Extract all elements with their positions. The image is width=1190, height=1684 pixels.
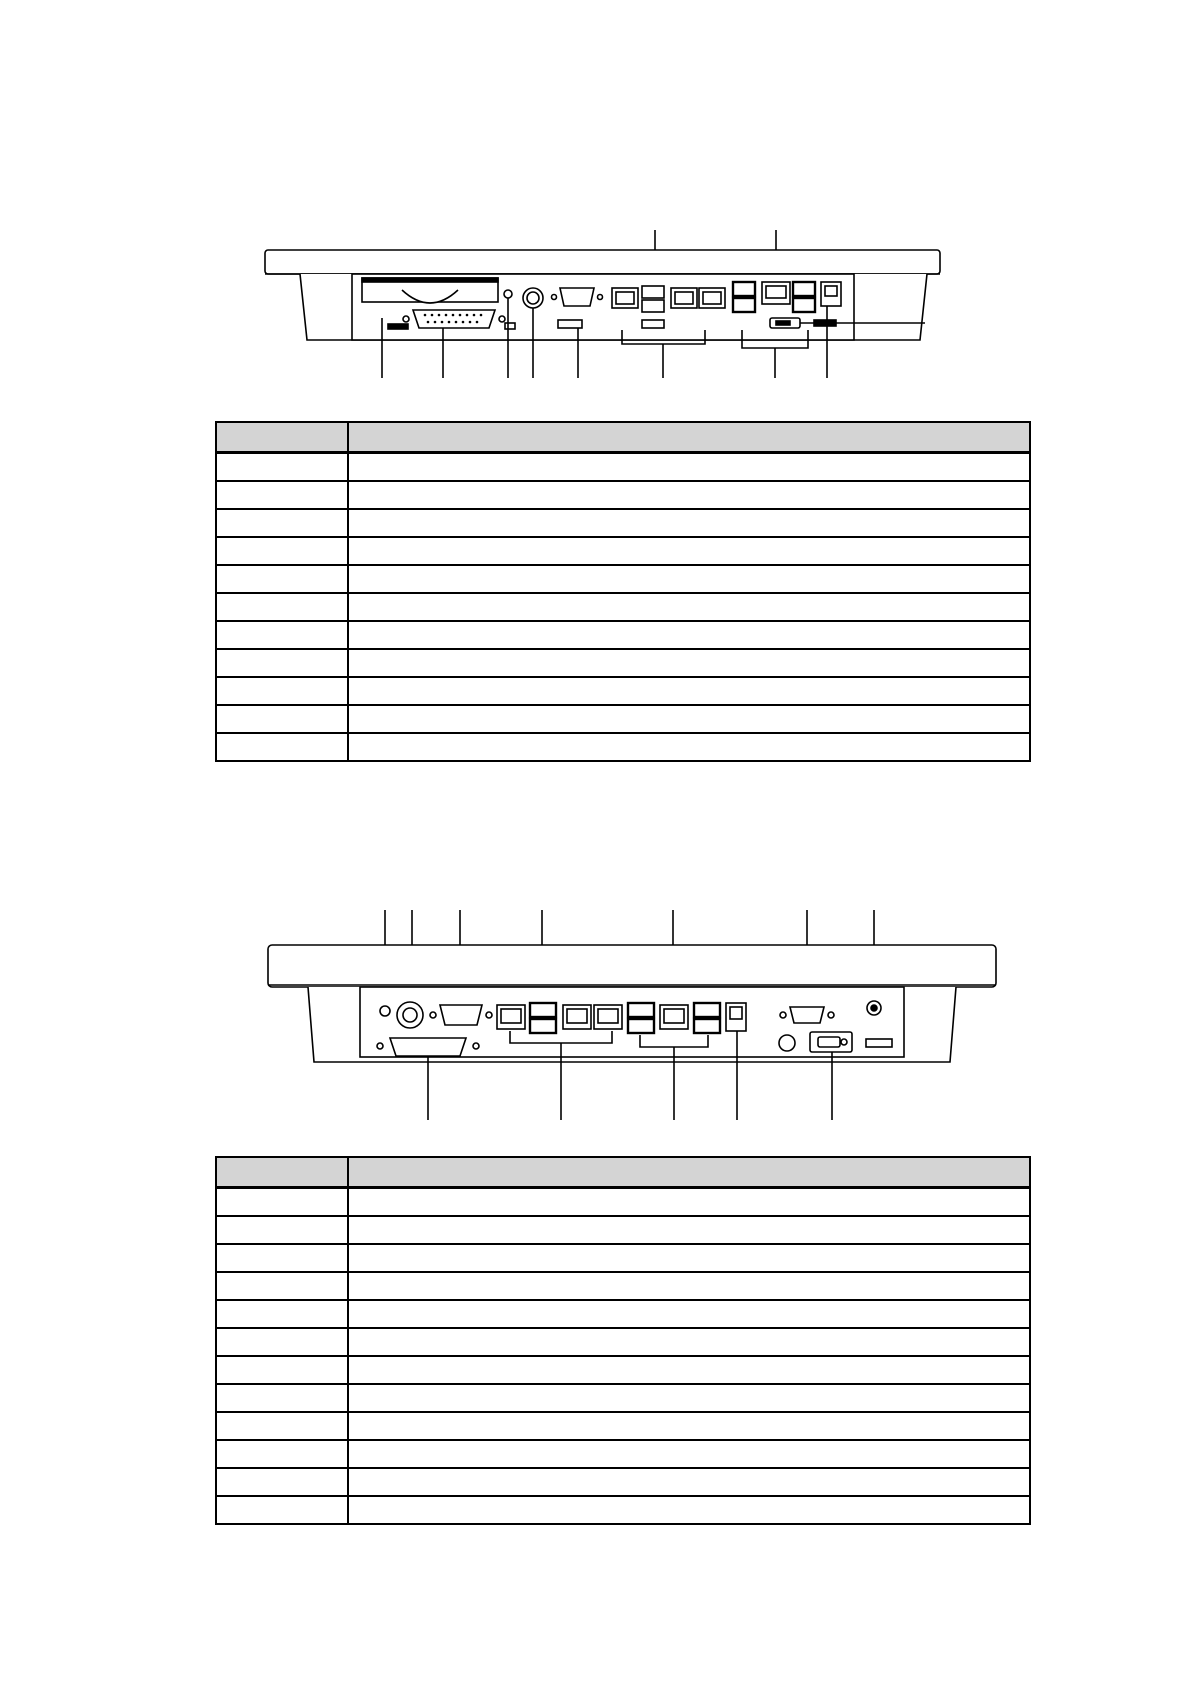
table-cell xyxy=(216,1412,348,1440)
table-row xyxy=(216,1468,1030,1496)
table-cell xyxy=(348,509,1030,537)
table-cell xyxy=(216,1468,348,1496)
table-cell xyxy=(348,733,1030,761)
io-panel-figure-1 xyxy=(0,220,1190,390)
table-cell xyxy=(348,1496,1030,1524)
serial-port xyxy=(790,1007,824,1023)
small-label xyxy=(388,324,408,329)
table-header-cell xyxy=(216,422,348,453)
table-row xyxy=(216,677,1030,705)
table-cell xyxy=(348,677,1030,705)
table-row xyxy=(216,453,1030,482)
table-row xyxy=(216,481,1030,509)
table-cell xyxy=(348,453,1030,482)
table-header-row xyxy=(216,422,1030,453)
table-row xyxy=(216,565,1030,593)
table-cell xyxy=(216,537,348,565)
port-table-2 xyxy=(215,1156,1031,1525)
table-cell xyxy=(216,1440,348,1468)
table-cell xyxy=(216,1328,348,1356)
table-cell xyxy=(348,1468,1030,1496)
table-cell xyxy=(348,705,1030,733)
table-cell xyxy=(348,649,1030,677)
table-row xyxy=(216,1216,1030,1244)
table-row xyxy=(216,593,1030,621)
table-cell xyxy=(348,1356,1030,1384)
table-cell xyxy=(348,481,1030,509)
table-cell xyxy=(348,1188,1030,1217)
table-cell xyxy=(216,1188,348,1217)
table-cell xyxy=(216,1356,348,1384)
table-row xyxy=(216,1356,1030,1384)
table-cell xyxy=(348,1328,1030,1356)
table-cell xyxy=(216,705,348,733)
table-header-cell xyxy=(348,1157,1030,1188)
table-cell xyxy=(216,453,348,482)
table-row xyxy=(216,649,1030,677)
table-cell xyxy=(216,593,348,621)
table-cell xyxy=(348,593,1030,621)
table-cell xyxy=(216,565,348,593)
table-cell xyxy=(216,649,348,677)
table-row xyxy=(216,1496,1030,1524)
table-row xyxy=(216,537,1030,565)
table-row xyxy=(216,1440,1030,1468)
table-row xyxy=(216,733,1030,761)
table-cell xyxy=(348,1412,1030,1440)
table-row xyxy=(216,1244,1030,1272)
table-row xyxy=(216,1188,1030,1217)
table-row xyxy=(216,621,1030,649)
table-cell xyxy=(348,537,1030,565)
table-row xyxy=(216,1328,1030,1356)
table-cell xyxy=(216,509,348,537)
table-cell xyxy=(348,1216,1030,1244)
table-cell xyxy=(348,1300,1030,1328)
parallel-port xyxy=(390,1038,466,1056)
table-cell xyxy=(216,1216,348,1244)
table-cell xyxy=(348,1244,1030,1272)
din-port xyxy=(397,1002,423,1028)
table-cell xyxy=(216,481,348,509)
table-row xyxy=(216,1272,1030,1300)
port-table-1 xyxy=(215,421,1031,762)
table-cell xyxy=(216,1300,348,1328)
vga-port xyxy=(560,288,594,306)
table-cell xyxy=(216,733,348,761)
table-cell xyxy=(216,1496,348,1524)
table-header-cell xyxy=(348,422,1030,453)
panel-frame xyxy=(265,250,940,274)
table-cell xyxy=(216,1272,348,1300)
panel-frame xyxy=(268,945,996,987)
table-header-cell xyxy=(216,1157,348,1188)
table-cell xyxy=(348,1384,1030,1412)
table-header-row xyxy=(216,1157,1030,1188)
vga-port xyxy=(440,1005,482,1025)
table-cell xyxy=(216,1244,348,1272)
table-row xyxy=(216,509,1030,537)
table-cell xyxy=(216,1384,348,1412)
table-row xyxy=(216,1384,1030,1412)
table-cell xyxy=(216,621,348,649)
table-cell xyxy=(216,677,348,705)
din-port xyxy=(523,288,543,308)
table-row xyxy=(216,1412,1030,1440)
table-cell xyxy=(348,1272,1030,1300)
table-cell xyxy=(348,565,1030,593)
table-cell xyxy=(348,621,1030,649)
parallel-port xyxy=(413,310,495,328)
table-row xyxy=(216,1300,1030,1328)
table-cell xyxy=(348,1440,1030,1468)
io-panel-figure-2 xyxy=(0,905,1190,1125)
table-row xyxy=(216,705,1030,733)
